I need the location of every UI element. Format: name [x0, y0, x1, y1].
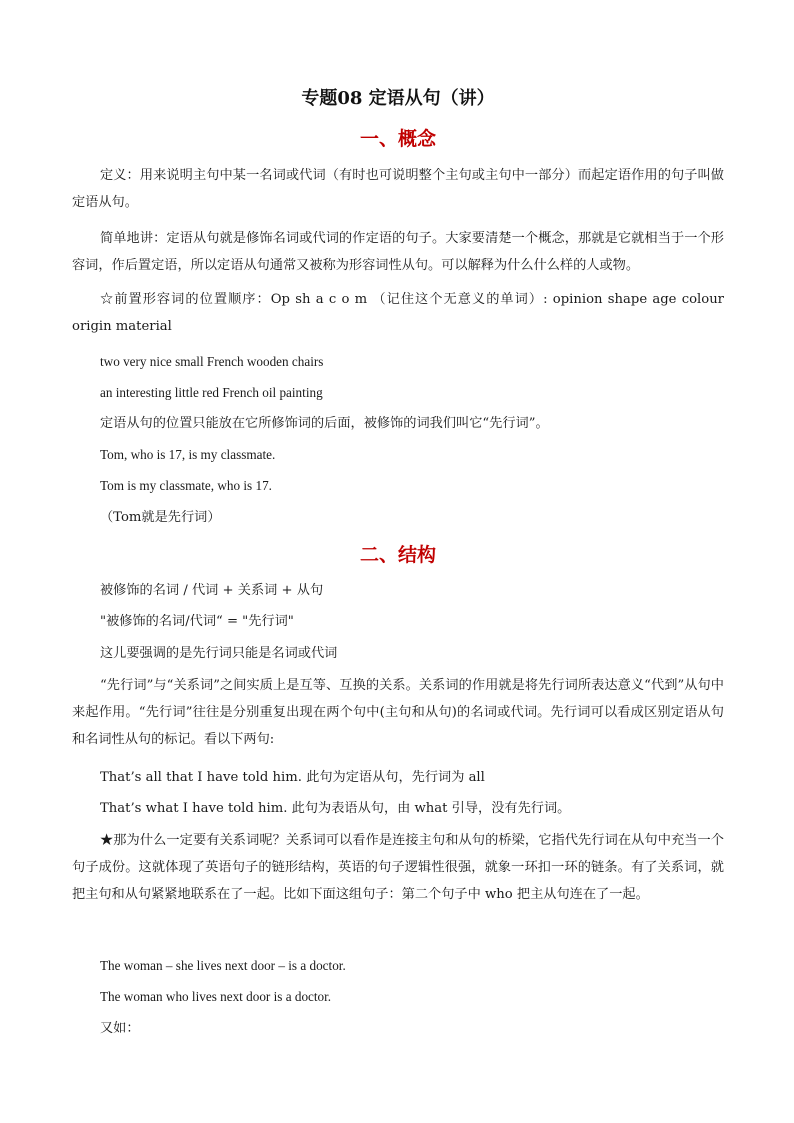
- example-sentence: That’s what I have told him. 此句为表语从句，由 what 引导，没有先行词。: [100, 801, 571, 816]
- paragraph-why-relative-word: ★那为什么一定要有关系词呢？关系词可以看作是连接主句和从句的桥梁，它指代先行词在从句中充当一个句子成份。这就体现了英语句子的链形结构，英语的句子逻辑性很强，就象一环扣一环的链条。有了关系词，就把主句和从句紧紧地联系在了一起。比如下面这组句子：第二个句子中 who 把主从句连在了一起。: [72, 833, 724, 902]
- structure-formula: 被修饰的名词 / 代词 + 关系词 + 从句: [100, 583, 324, 598]
- paragraph-definition: 定义：用来说明主句中某一名词或代词（有时也可说明整个主句或主句中一部分）而起定语作用的句子叫做定语从句。: [72, 168, 724, 210]
- paragraph-relationship: “先行词”与“关系词”之间实质上是互等、互换的关系。关系词的作用就是将先行词所表达意义“代到”从句中来起作用。“先行词”往往是分别重复出现在两个句中(主句和从句)的名词或代词。先行词可以看成区别定语从句和名词性从句的标记。看以下两句:: [72, 678, 724, 747]
- example-sentence: That’s all that I have told him. 此句为定语从句，先行词为 all: [100, 770, 485, 785]
- paragraph-clause-position: 定语从句的位置只能放在它所修饰词的后面，被修饰的词我们叫它“先行词”。: [100, 416, 549, 431]
- example-sentence: The woman – she lives next door – is a doctor.: [100, 958, 346, 973]
- antecedent-emphasis: 这儿要强调的是先行词只能是名词或代词: [100, 646, 338, 661]
- page-title: 专题08 定语从句（讲）: [301, 88, 495, 109]
- example-sentence: two very nice small French wooden chairs: [100, 354, 324, 369]
- example-sentence: The woman who lives next door is a doctor.: [100, 989, 332, 1004]
- example-sentence: an interesting little red French oil painting: [100, 385, 323, 400]
- paragraph-simple-explanation: 简单地讲：定语从句就是修饰名词或代词的作定语的句子。大家要清楚一个概念，那就是它就相当于一个形容词，作后置定语，所以定语从句通常又被称为形容词性从句。可以解释为什么什么样的人或物。: [72, 231, 724, 273]
- example-sentence: Tom, who is 17, is my classmate.: [100, 447, 276, 462]
- antecedent-note: （Tom就是先行词）: [100, 510, 221, 525]
- antecedent-definition: "被修饰的名词/代词“ = "先行词": [100, 614, 294, 629]
- section-heading-structure: 二、结构: [359, 544, 436, 566]
- section-heading-concept: 一、概念: [359, 128, 436, 150]
- paragraph-adjective-order: ☆前置形容词的位置顺序：Op sh a c o m （记住这个无意义的单词）: opinion shape age colour origin material: [72, 292, 724, 334]
- example-sentence: Tom is my classmate, who is 17.: [100, 478, 272, 493]
- paragraph-another-example: 又如：: [100, 1021, 140, 1036]
